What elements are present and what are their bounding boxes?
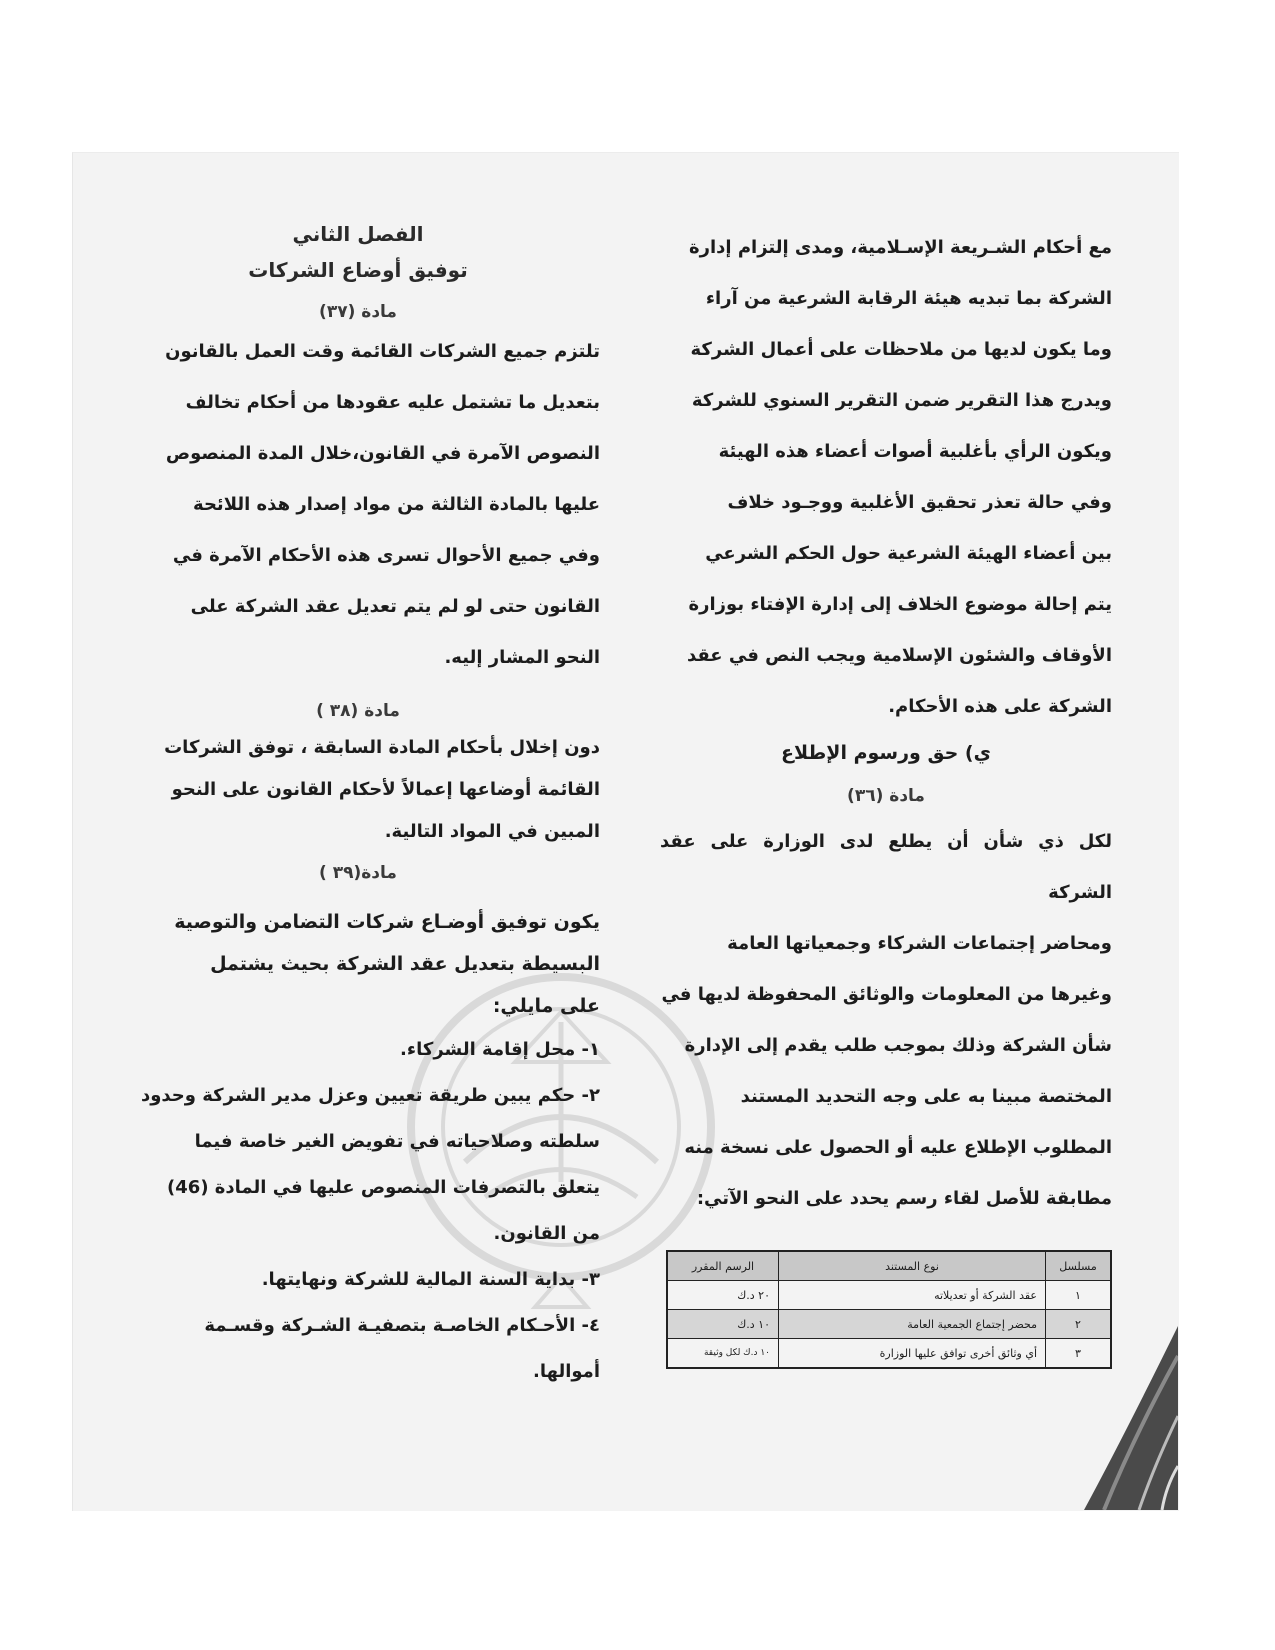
text-line: القائمة أوضاعها إعمالاً لأحكام القانون على النحو [171,779,600,800]
cell-fee: ١٠ د.ك [667,1310,779,1339]
paragraph-sharia-report [660,222,1112,426]
table-row [667,1310,1111,1339]
list-item: ٢- حكم يبين طريقة تعيين وعزل مدير الشركة وحدود [140,1085,600,1106]
list-item: ٣- بداية السنة المالية للشركة ونهايتها. [261,1269,600,1290]
paragraph-article-36 [660,816,1112,1224]
article-36-heading: مادة (٣٦) [847,786,925,806]
text-line: تلتزم جميع الشركات القائمة وقت العمل بالقانون [165,341,600,362]
list-item: سلطته وصلاحياته في تفويض الغير خاصة فيما [194,1131,600,1152]
text-line: عليها بالمادة الثالثة من مواد إصدار هذه اللائحة [193,494,600,515]
text-line: وفي جميع الأحوال تسرى هذه الأحكام الآمرة في [172,545,600,566]
cell-fee: ٢٠ د.ك [667,1281,779,1310]
paragraph-article-38 [116,727,600,853]
cell-serial: ٢ [1046,1310,1112,1339]
text-line: النحو المشار إليه. [444,647,600,668]
article-37-heading: مادة (٣٧) [319,302,397,322]
article-38-heading: مادة (٣٨ ) [316,701,400,721]
fees-table [666,1250,1112,1369]
cell-serial: ٣ [1046,1339,1112,1369]
paragraph-majority-opinion [660,426,1112,732]
chapter-subtitle: توفيق أوضاع الشركات [248,258,468,282]
text-line: على مايلي: [492,995,600,1017]
left-column [116,222,600,1395]
text-line: وما يكون لديها من ملاحظات على أعمال الشركة [690,339,1112,360]
cell-document-type: أي وثائق أخرى توافق عليها الوزارة [779,1339,1046,1369]
paragraph-article-39 [116,901,600,1027]
right-column [660,222,1112,1369]
list-item: يتعلق بالتصرفات المنصوص عليها في المادة (46) [167,1177,600,1198]
table-row [667,1339,1111,1369]
text-line: القانون حتى لو لم يتم تعديل عقد الشركة على [190,596,600,617]
cell-document-type: عقد الشركة أو تعديلاته [779,1281,1046,1310]
text-line: الشركة بما تبديه هيئة الرقابة الشرعية من آراء [705,288,1112,309]
cell-serial: ١ [1046,1281,1112,1310]
header-fee: الرسم المقرر [667,1251,779,1281]
text-line: بتعديل ما تشتمل عليه عقودها من أحكام تخالف [185,392,600,413]
text-line: وفي حالة تعذر تحقيق الأغلبية ووجـود خلاف [727,492,1112,513]
header-serial: مسلسل [1046,1251,1112,1281]
text-line: النصوص الآمرة في القانون،خلال المدة المنصوص [165,443,600,464]
text-line: المختصة مبينا به على وجه التحديد المستند [740,1086,1112,1107]
header-document-type: نوع المستند [779,1251,1046,1281]
text-line: ومحاضر إجتماعات الشركاء وجمعياتها العامة [727,933,1112,954]
text-line: يتم إحالة موضوع الخلاف إلى إدارة الإفتاء بوزارة [688,594,1112,615]
cell-fee: ١٠ د.ك لكل وثيقة [667,1339,779,1369]
text-line: الأوقاف والشئون الإسلامية ويجب النص في عقد [686,645,1112,666]
text-line: المطلوب الإطلاع عليه أو الحصول على نسخة منه [684,1137,1112,1158]
cell-document-type: محضر إجتماع الجمعية العامة [779,1310,1046,1339]
list-item: ١- محل إقامة الشركاء. [400,1039,600,1060]
list-item: ٤- الأحـكام الخاصـة بتصفيـة الشـركة وقسـمة [204,1315,600,1336]
paragraph-article-37 [116,326,600,683]
text-line: ويكون الرأي بأغلبية أصوات أعضاء هذه الهيئة [718,441,1112,462]
text-line: الشركة على هذه الأحكام. [888,696,1112,717]
text-line: مع أحكام الشـريعة الإسـلامية، ومدى إلتزام إدارة [689,237,1112,258]
table-header-row [667,1251,1111,1281]
text-line: دون إخلال بأحكام المادة السابقة ، توفق الشركات [164,737,600,758]
text-line: لكل ذي شأن أن يطلع لدى الوزارة على عقد الشركة [660,831,1112,903]
text-line: البسيطة بتعديل عقد الشركة بحيث يشتمل [210,953,600,975]
text-line: ويدرج هذا التقرير ضمن التقرير السنوي للشركة [691,390,1112,411]
article-39-heading: مادة(٣٩ ) [319,863,397,883]
section-title-access-fees: ي) حق ورسوم الإطلاع [781,742,991,764]
text-line: شأن الشركة وذلك بموجب طلب يقدم إلى الإدارة [684,1035,1112,1056]
text-line: مطابقة للأصل لقاء رسم يحدد على النحو الآتي: [696,1188,1112,1209]
text-line: وغيرها من المعلومات والوثائق المحفوظة لديها في [661,984,1112,1005]
table-row [667,1281,1111,1310]
text-line: بين أعضاء الهيئة الشرعية حول الحكم الشرعي [705,543,1112,564]
text-line: المبين في المواد التالية. [384,821,600,842]
requirements-list [116,1027,600,1395]
text-line: يكون توفيق أوضـاع شركات التضامن والتوصية [174,911,600,933]
list-item: أموالها. [532,1361,600,1382]
chapter-title: الفصل الثاني [292,222,424,246]
list-item: من القانون. [493,1223,600,1244]
